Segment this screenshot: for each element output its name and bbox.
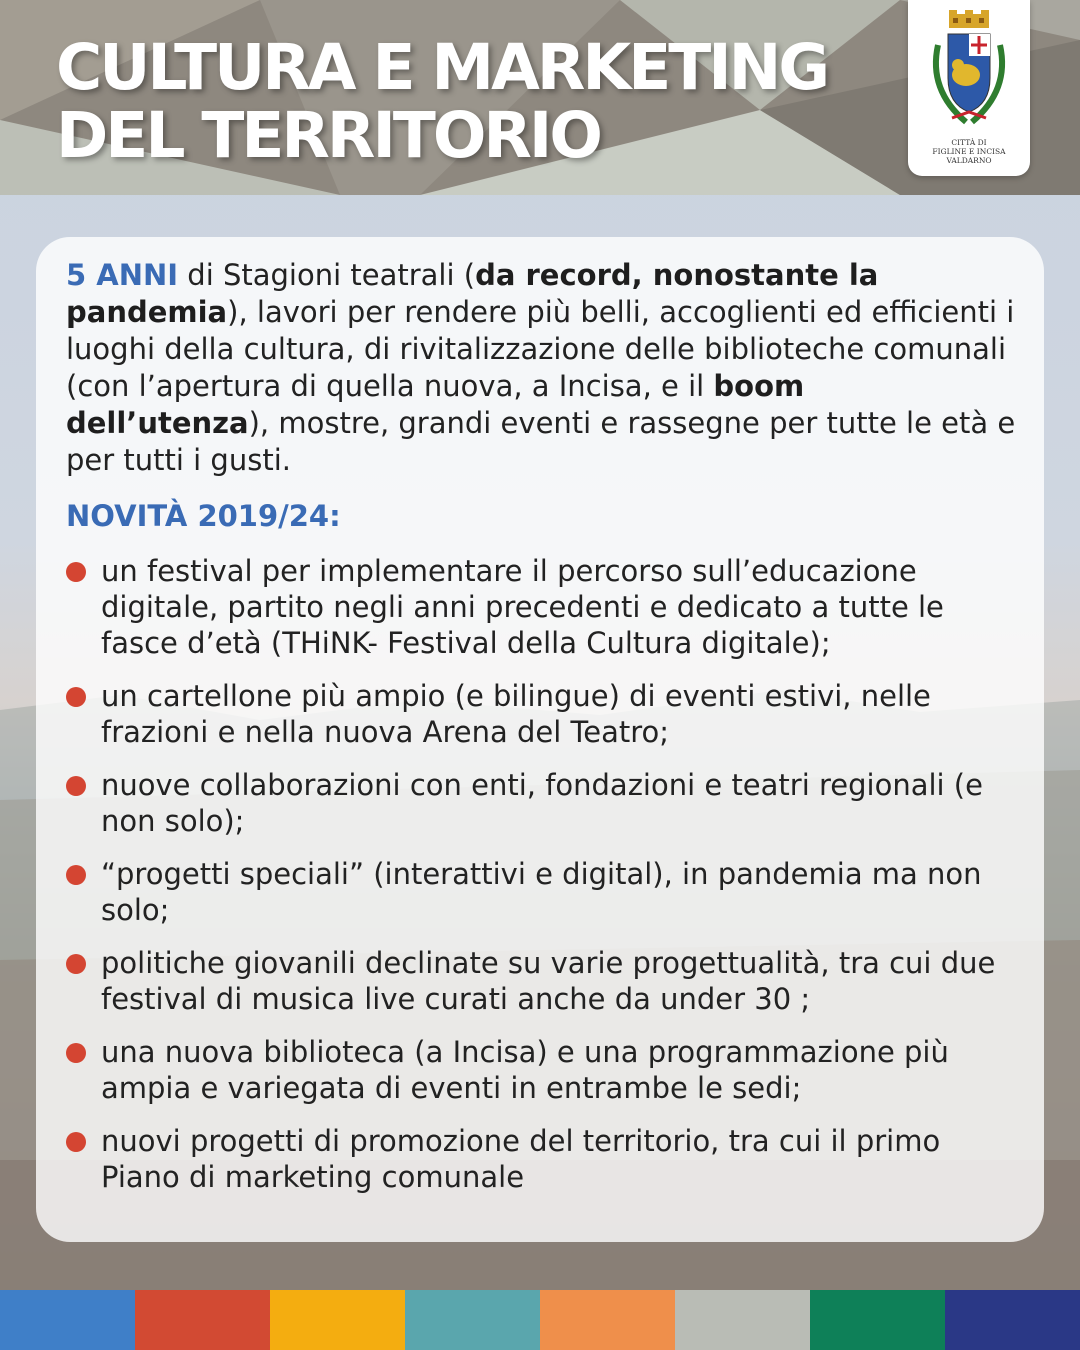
stripe-yellow: [270, 1290, 405, 1350]
list-item-text: politiche giovanili declinate su varie progettualità, tra cui due festival di musica live curati anche da under 30 ;: [101, 946, 996, 1016]
bullet-dot-icon: [66, 562, 86, 582]
content-card: [36, 237, 1044, 1242]
list-item: [66, 678, 1026, 750]
bullet-dot-icon: [66, 954, 86, 974]
list-item-text: nuovi progetti di promozione del territorio, tra cui il primo Piano di marketing comunale: [101, 1124, 941, 1194]
novita-list: [66, 553, 1026, 1212]
stripe-navy: [945, 1290, 1080, 1350]
crest-caption-line3: VALDARNO: [946, 156, 992, 165]
list-item-text: un festival per implementare il percorso sull’educazione digitale, partito negli anni precedenti e dedicato a tutte le fasce d’età (THiNK- Festival della Cultura digitale);: [101, 554, 944, 660]
intro-paragraph: [66, 257, 1016, 479]
intro-text-1: di Stagioni teatrali (: [178, 258, 476, 292]
bullet-dot-icon: [66, 776, 86, 796]
list-item: [66, 1123, 1026, 1195]
intro-highlight-boom: boom dell’utenza: [66, 369, 805, 440]
bullet-dot-icon: [66, 687, 86, 707]
list-item-text: un cartellone più ampio (e bilingue) di eventi estivi, nelle frazioni e nella nuova Arena del Teatro;: [101, 679, 931, 749]
stripe-red: [135, 1290, 270, 1350]
crest-caption-line1: CITTÀ DI: [951, 138, 987, 147]
page-title-line1: CULTURA E MARKETING: [56, 31, 828, 104]
novita-heading: NOVITÀ 2019/24:: [66, 499, 341, 533]
list-item-text: una nuova biblioteca (a Incisa) e una programmazione più ampia e variegata di eventi in entrambe le sedi;: [101, 1035, 949, 1105]
crest-caption: [908, 138, 1030, 165]
color-stripe-bar: [0, 1290, 1080, 1350]
list-item: [66, 1034, 1026, 1106]
stripe-teal: [405, 1290, 540, 1350]
stripe-grey: [675, 1290, 810, 1350]
list-item: [66, 767, 1026, 839]
page-title: [56, 31, 828, 172]
list-item-text: “progetti speciali” (interattivi e digital), in pandemia ma non solo;: [101, 857, 982, 927]
stripe-green: [810, 1290, 945, 1350]
crest-caption-line2: FIGLINE E INCISA: [932, 147, 1006, 156]
stripe-blue: [0, 1290, 135, 1350]
list-item-text: nuove collaborazioni con enti, fondazioni e teatri regionali (e non solo);: [101, 768, 983, 838]
intro-text-2: ), lavori per rendere più belli, accoglienti ed efficienti i luoghi della cultura, di rivitalizzazione delle biblioteche comunali (con l’apertura di quella nuova, a Incisa, e il: [66, 295, 1015, 403]
stripe-orange: [540, 1290, 675, 1350]
list-item: [66, 553, 1026, 661]
crest-badge: [908, 0, 1030, 176]
bullet-dot-icon: [66, 1132, 86, 1152]
municipal-coat-of-arms-icon: [908, 0, 1030, 140]
intro-years: 5 ANNI: [66, 258, 179, 292]
intro-highlight-record: da record, nonostante la pandemia: [66, 258, 879, 329]
list-item: [66, 856, 1026, 928]
intro-text-3: ), mostre, grandi eventi e rassegne per tutte le età e per tutti i gusti.: [66, 406, 1016, 477]
bullet-dot-icon: [66, 865, 86, 885]
bullet-dot-icon: [66, 1043, 86, 1063]
list-item: [66, 945, 1026, 1017]
page-title-line2: DEL TERRITORIO: [56, 99, 600, 172]
